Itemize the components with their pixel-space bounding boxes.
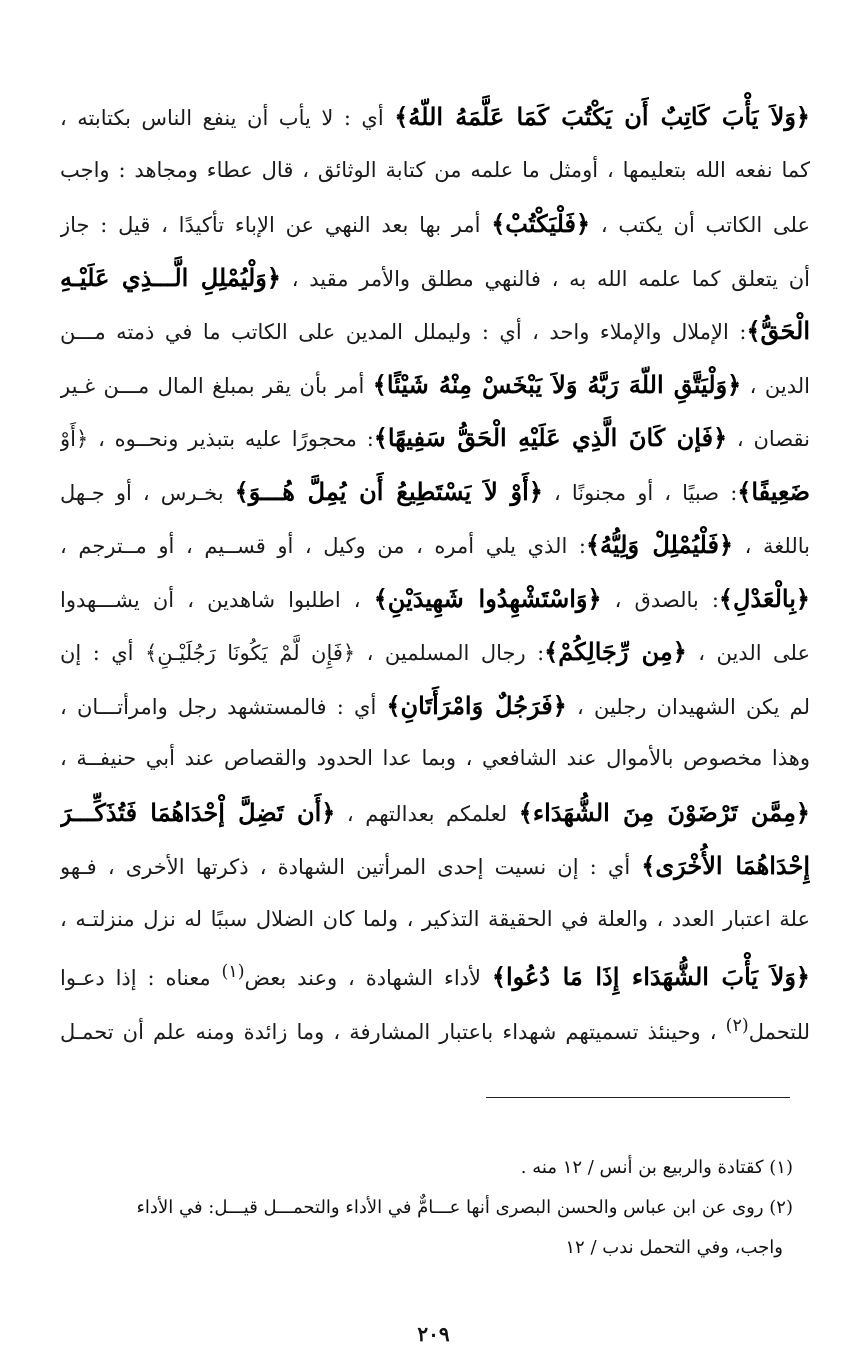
text-line [60, 304, 810, 358]
quran-verse: ﴿وَلاَ يَأْبَ الشُّهَدَاء إِذَا مَا دُعُوا﴾ [491, 962, 810, 991]
text-line [60, 625, 810, 679]
commentary-text: أن يتعلق كما علمه الله به ، فالنهي مطلق والأمر مقيد ، [280, 266, 810, 291]
quran-verse: ﴿فَلْيُمْلِلْ وَلِيُّهُ﴾ [585, 530, 734, 559]
commentary-text: : رجال المسلمين ، ﴿فَإِن لَّمْ يَكُونَا رَجُلَيْـنِ﴾ أي : إن [60, 641, 545, 665]
quran-verse: ﴿وَلْيُمْلِلِ الَّـــذِي عَلَيْـهِ [60, 262, 281, 292]
text-line [60, 465, 810, 519]
commentary-text: على الكاتب أن يكتب ، [590, 213, 810, 237]
commentary-text: : الذي يلي أمره ، من وكيل ، أو قســيم ، أو مــترجم ، [60, 534, 586, 558]
page-number: ٢٠٩ [417, 1322, 450, 1346]
quran-verse: ضَعِيفًا﴾ [737, 476, 810, 506]
text-line [60, 90, 810, 144]
text-line [60, 572, 810, 626]
commentary-text: وهذا مخصوص بالأموال عند الشافعي ، وبما عدا الحدود والقصاص عند أبي حنيفــة ، [60, 746, 810, 770]
commentary-text: للتحمل [748, 1019, 810, 1044]
commentary-text: : الإملال والإملاء واحد ، أي : وليملل المدين على الكاتب ما في ذمته مـــن [60, 320, 747, 344]
footnote-2: (٢) روى عن ابن عباس والحسن البصرى أنها عـــامٌّ في الأداء والتحمـــل قيـــل: في الأداء [136, 1197, 793, 1218]
quran-verse: ﴿مِمَّن تَرْضَوْنَ مِنَ الشُّهَدَاء﴾ [518, 797, 810, 827]
commentary-text: أي : إن نسيت إحدى المرأتين الشهادة ، ذكرتها الأخرى ، فـهو [60, 855, 642, 879]
quran-verse: ﴿فَرَجُلٌ وَامْرَأَتَانِ﴾ [386, 690, 567, 720]
text-line [60, 786, 810, 840]
quran-verse: ﴿وَاسْتَشْهِدُوا شَهِيدَيْنِ﴾ [373, 583, 602, 613]
footnotes [25, 1148, 793, 1268]
text-line [60, 144, 810, 198]
quran-verse: إِحْدَاهُمَا الأُخْرَى﴾ [641, 851, 810, 880]
commentary-text: علة اعتبار العدد ، والعلة في الحقيقة التذكير ، ولما كان الضلال سببًا له نزل منزلتـه ، [60, 906, 810, 931]
quran-verse: ﴿فَلْيَكْتُبْ﴾ [491, 209, 591, 238]
quran-verse: ﴿مِن رِّجَالِكُمْ﴾ [544, 637, 687, 666]
text-line [60, 358, 810, 412]
text-line [60, 518, 810, 572]
quran-verse: ﴿وَلْيَتَّقِ اللّهَ رَبَّهُ وَلاَ يَبْخَسْ مِنْهُ شَيْئًا﴾ [372, 369, 742, 399]
commentary-text: : بالصدق ، [601, 587, 719, 612]
quran-verse: ﴿أَن تَضِلَّ إْحْدَاهُمَا فَتُذَكِّـــرَ [60, 797, 336, 827]
commentary-text: كما نفعه الله بتعليمها ، أومثل ما علمه من كتابة الوثائق ، قال عطاء ومجاهد : واجب [60, 157, 810, 182]
quran-verse: ﴿فَإن كَانَ الَّذِي عَلَيْهِ الْحَقُّ سَفِيهًا﴾ [373, 423, 728, 452]
commentary-text: معناه : إذا دعـوا [60, 966, 222, 990]
commentary-text: : محجورًا عليه بتبذير ونحــوه ، ﴿أَوْ [60, 427, 374, 451]
commentary-text: أمر بأن يقر بمبلغ المال مـــن غـير [60, 373, 373, 398]
commentary-text: لعلمكم بعدالتهم ، [335, 801, 519, 826]
commentary-text: : صبيًا ، أو مجنونًا ، [542, 480, 738, 505]
text-line [60, 893, 810, 947]
commentary-text: باللغة ، [733, 534, 810, 558]
quran-verse: ﴿أَوْ لاَ يَسْتَطِيعُ أَن يُمِلَّ هُـــوَ﴾ [234, 476, 543, 506]
text-line [60, 679, 810, 733]
quran-verse: الْحَقُّ﴾ [746, 316, 810, 345]
text-line [60, 197, 810, 251]
footnote-1: (١) كقتادة والربيع بن أنس / ١٢ منه . [520, 1157, 793, 1178]
text-line [60, 839, 810, 893]
commentary-text: الدين ، [741, 373, 810, 398]
commentary-text: ، وحينئذ تسميتهم شهداء باعتبار المشارفة ، وما زائدة ومنه علم أن تحمـل [60, 1019, 726, 1044]
quran-verse: ﴿وَلاَ يَأْبَ كَاتِبٌ أَن يَكْتُبَ كَمَا عَلَّمَهُ اللّهُ﴾ [394, 102, 810, 131]
commentary-text: على الدين ، [686, 641, 810, 665]
commentary-text: لم يكن الشهيدان رجلين ، [566, 694, 810, 719]
body-text [60, 90, 810, 1053]
text-line [60, 946, 810, 1000]
footnote-separator [486, 1097, 790, 1098]
text-line [60, 251, 810, 305]
commentary-text: ، اطلبوا شاهدين ، أن يشـــهدوا [60, 587, 374, 612]
footnote-ref: (٢) [725, 1015, 749, 1036]
commentary-text: بخـرس ، أو جـهل [60, 480, 235, 505]
commentary-text: أي : فالمستشهد رجل وامرأتـــان ، [60, 694, 387, 719]
commentary-text: نقصان ، [727, 427, 810, 451]
text-line [60, 411, 810, 465]
footnote-ref: (١) [221, 962, 245, 982]
commentary-text: أمر بها بعد النهي عن الإباء تأكيدًا ، قيل : جاز [60, 213, 492, 237]
quran-verse: ﴿بِالْعَدْلِ﴾ [718, 583, 810, 613]
text-line [60, 732, 810, 786]
commentary-text: لأداء الشهادة ، وعند بعض [244, 966, 492, 990]
commentary-text: أي : لا يأب أن ينفع الناس بكتابته ، [60, 106, 395, 130]
text-line [60, 1000, 810, 1054]
footnote-2-continuation: واجب، وفي التحمل ندب / ١٢ [565, 1237, 783, 1258]
